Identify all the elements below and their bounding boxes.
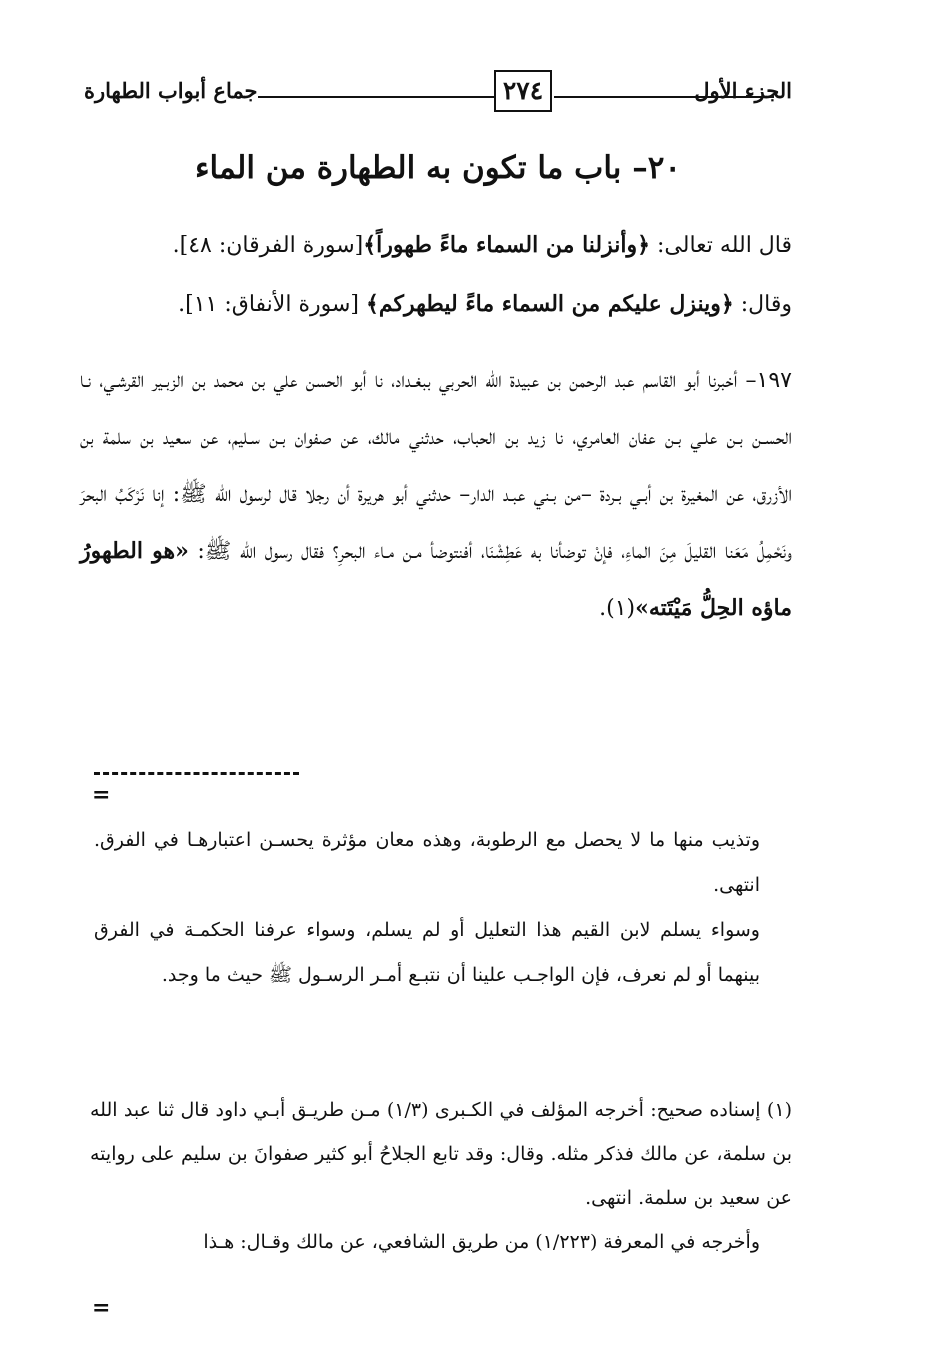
verse-2-quote: ﴿وينزل عليكم من السماء ماءً ليطهركم﴾ xyxy=(365,291,734,317)
continuation-mark: = xyxy=(92,782,111,808)
running-header xyxy=(84,70,792,114)
verse-2-reference: [سورة الأنفاق: ١١]. xyxy=(178,292,366,317)
verse-line-2 xyxy=(84,289,792,320)
verse-1-reference: [سورة الفرقان: ٤٨]. xyxy=(172,233,364,258)
note-paragraph: وتذيب منها ما لا يحصل مع الرطوبة، وهذه معان مؤثرة يحسـن اعتبارهـا في الفرق. انتهى. xyxy=(94,829,760,896)
header-section-label: جماع أبواب الطهارة xyxy=(84,78,258,103)
hadith-text: ١٩٧– أخبرنا أبو القاسم عبد الرحمن بن عبيدة الله الحربي ببغـداد، نا أبو الحسن علي بن محمد بن الزبـير القرشـي، نـا الحسـن بـن علـي بـن عفان العامري، نا زيد بن الحباب، حدثني مالك، عن صفوان بـن سـليم، عن سعيد بن سلمة بن الأزرق، عن المغيرة بن أبـي بـردة –من بـني عبـد الدار– حدثني أبو هريرة أن رجلا قال لرسول الله ﷺ: إنا نَرْكَبُ البحرَ ونَحْمِلُ مَعَنا القليلَ مِنَ الماءِ، فإنْ توضأنا به عَطِشْنَا، أفنتوضأ مـن مـاء البحرِ؟ فقال رسول الله ﷺ: xyxy=(80,368,793,564)
footnote-reference: (١). xyxy=(599,596,636,621)
hadith-quote: «هو الطهورُ ماؤه الحِلُّ مَيْتَته» xyxy=(80,538,792,621)
footnote-block xyxy=(90,1088,792,1264)
verse-1-quote: ﴿وأنزلنا من السماء ماءً طهوراً﴾ xyxy=(363,232,651,258)
continued-footnote xyxy=(94,818,760,998)
header-rule-left xyxy=(258,96,494,98)
bottom-continuation-mark: = xyxy=(92,1295,111,1321)
header-part-label: الجزء الأول xyxy=(694,78,792,103)
footnote-1-continuation: وأخرجه في المعرفة (١/٢٢٣) من طريق الشافعي، عن مالك وقـال: هـذا xyxy=(203,1231,760,1253)
footnote-1: (١) إسناده صحيح: أخرجه المؤلف في الكـبرى (١/٣) مـن طريـق أبـي داود قال ثنا عبد الله بن سلمة، عن مالك فذكر مثله. وقال: وقد تابع الجلاحُ أبو كثير صفوانَ بن سليم على روايته عن سعيد بن سلمة. انتهى. xyxy=(90,1099,792,1209)
verse-line-1 xyxy=(84,230,792,261)
verse-1-intro: قال الله تعالى: xyxy=(650,233,792,258)
header-rule-right xyxy=(554,96,774,98)
chapter-title: ٢٠– باب ما تكون به الطهارة من الماء xyxy=(194,150,682,186)
verse-2-intro: وقال: xyxy=(733,292,792,317)
page-number-box: ٢٧٤ xyxy=(494,70,552,112)
footnote-separator xyxy=(94,772,299,775)
note-paragraph: وسواء يسلم لابن القيم هذا التعليل أو لم يسلم، وسواء عرفنا الحكمـة في الفرق بينهما أو لم نعرف، فإن الواجـب علينا أن نتبـع أمـر الرسـول ﷺ حيث ما وجد. xyxy=(94,919,760,986)
hadith-paragraph xyxy=(80,352,792,637)
